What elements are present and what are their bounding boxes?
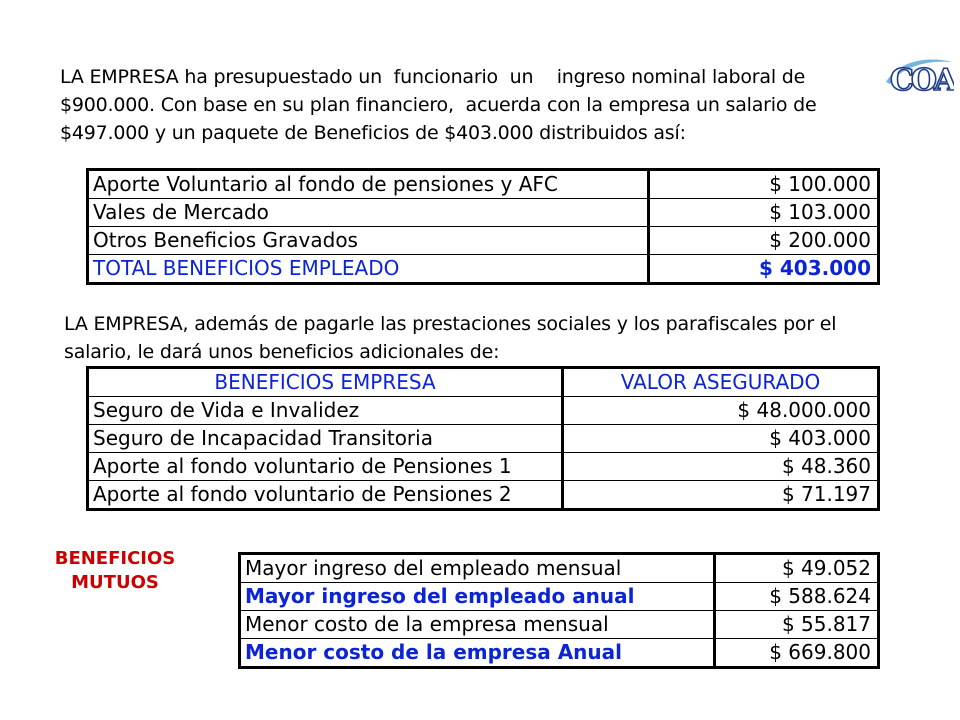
table-row <box>88 481 879 510</box>
cell-value: $ 669.800 <box>715 639 879 668</box>
table-row <box>88 453 879 481</box>
cell-label: Menor costo de la empresa mensual <box>240 611 715 639</box>
middle-line-1: LA EMPRESA, además de pagarle las prestaciones sociales y los parafiscales por el <box>64 313 837 335</box>
table-row <box>88 199 879 227</box>
cell-label: Mayor ingreso del empleado anual <box>240 583 715 611</box>
total-label: TOTAL BENEFICIOS EMPLEADO <box>88 255 649 284</box>
beneficios-empresa-table <box>86 366 880 511</box>
coa-logo <box>884 52 954 98</box>
middle-line-2: salario, le dará unos beneficios adicionales de: <box>64 341 500 363</box>
cell-label: Seguro de Vida e Invalidez <box>88 397 563 425</box>
table-row <box>240 611 879 639</box>
middle-paragraph <box>64 310 904 366</box>
cell-value: $ 403.000 <box>563 425 879 453</box>
cell-value: $ 103.000 <box>649 199 879 227</box>
table-row <box>240 583 879 611</box>
cell-value: $ 49.052 <box>715 554 879 583</box>
table-row <box>240 639 879 668</box>
cell-value: $ 71.197 <box>563 481 879 510</box>
cell-value: $ 200.000 <box>649 227 879 255</box>
intro-paragraph <box>60 63 860 147</box>
logo-text: COA <box>890 63 954 98</box>
table-row <box>88 425 879 453</box>
beneficios-mutuos-table <box>238 552 880 669</box>
table-header-row <box>88 368 879 397</box>
header-beneficios: BENEFICIOS EMPRESA <box>88 368 563 397</box>
intro-line-1: LA EMPRESA ha presupuestado un funcionario un ingreso nominal laboral de <box>60 66 806 88</box>
cell-label: Otros Beneficios Gravados <box>88 227 649 255</box>
cell-value: $ 588.624 <box>715 583 879 611</box>
table-row <box>240 554 879 583</box>
intro-line-2: $900.000. Con base en su plan financiero, acuerda con la empresa un salario de <box>60 94 817 116</box>
cell-label: Seguro de Incapacidad Transitoria <box>88 425 563 453</box>
cell-label: Aporte al fondo voluntario de Pensiones 2 <box>88 481 563 510</box>
cell-value: $ 48.000.000 <box>563 397 879 425</box>
intro-line-3: $497.000 y un paquete de Beneficios de $403.000 distribuidos así: <box>60 122 686 144</box>
cell-label: Mayor ingreso del empleado mensual <box>240 554 715 583</box>
total-value: $ 403.000 <box>649 255 879 284</box>
beneficios-empleado-table <box>86 168 880 285</box>
mutuos-line-2: MUTUOS <box>71 572 159 593</box>
cell-value: $ 55.817 <box>715 611 879 639</box>
cell-value: $ 48.360 <box>563 453 879 481</box>
total-row <box>88 255 879 284</box>
header-valor: VALOR ASEGURADO <box>563 368 879 397</box>
cell-label: Vales de Mercado <box>88 199 649 227</box>
cell-label: Aporte Voluntario al fondo de pensiones y AFC <box>88 170 649 199</box>
cell-value: $ 100.000 <box>649 170 879 199</box>
table-row <box>88 397 879 425</box>
table-row <box>88 227 879 255</box>
beneficios-mutuos-label <box>40 547 190 595</box>
mutuos-line-1: BENEFICIOS <box>54 548 176 569</box>
cell-label: Aporte al fondo voluntario de Pensiones 1 <box>88 453 563 481</box>
table-row <box>88 170 879 199</box>
cell-label: Menor costo de la empresa Anual <box>240 639 715 668</box>
